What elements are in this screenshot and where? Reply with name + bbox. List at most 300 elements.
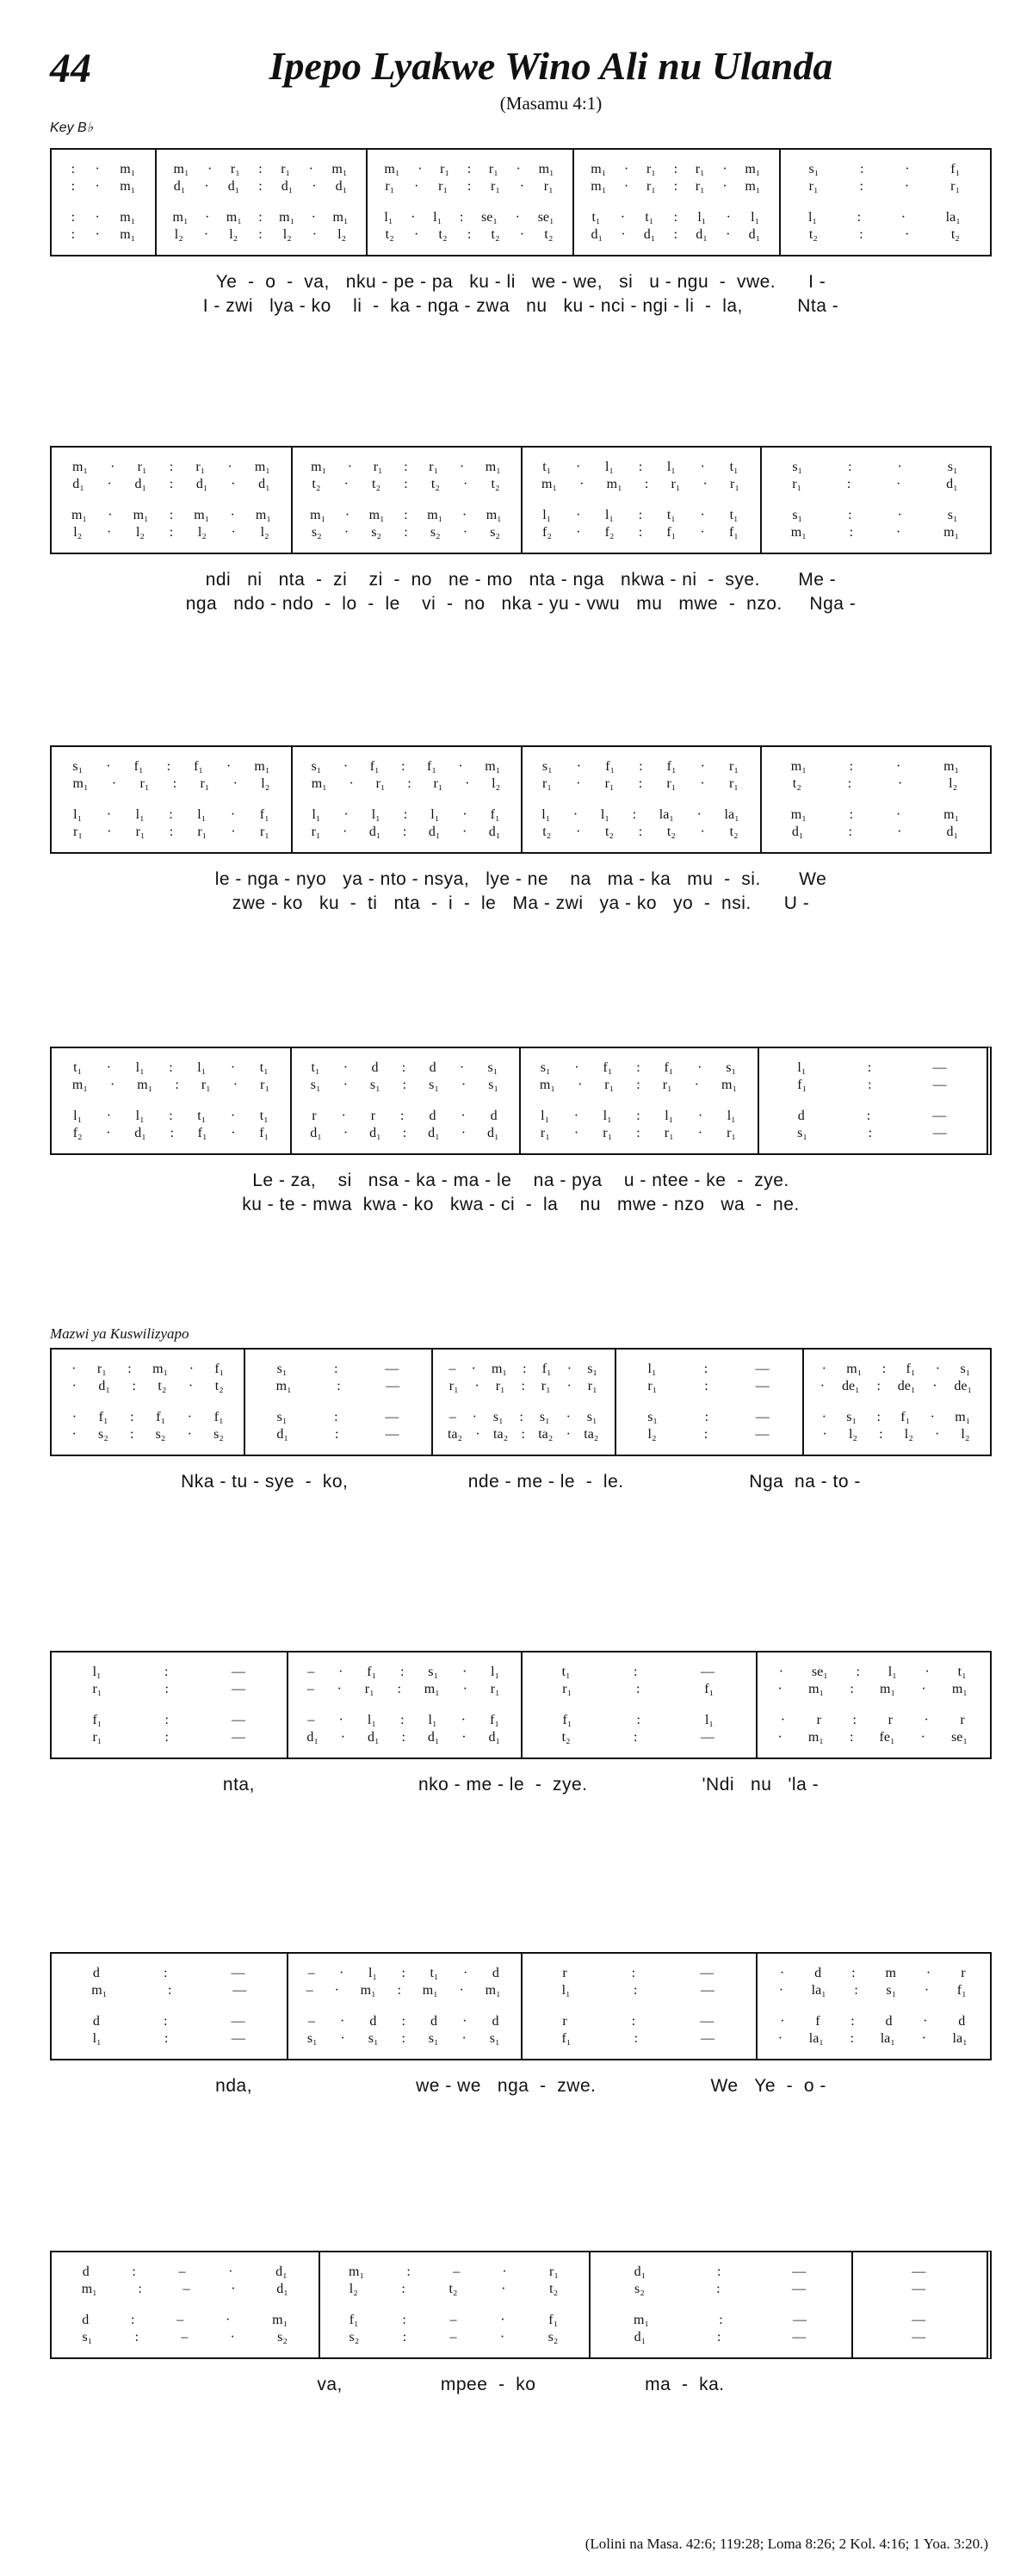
solfa-note: – [182,2282,190,2296]
solfa-note: r₁ [646,179,656,194]
voice-line [767,1126,977,1141]
solfa-note: f₁ [562,1713,572,1727]
measure [764,1652,980,1757]
solfa-note: f₁ [194,759,203,774]
voice-line [529,1109,748,1124]
lyric-line: ndi ni nta - zi zi - no ne - mo nta - nga nkwa - ni - sye. Me - [205,570,837,590]
solfa-note: : [703,1362,708,1376]
solfa-note: m₁ [255,508,271,522]
solfa-note: · [230,1109,236,1123]
voice-line [375,162,563,177]
solfa-note: : [402,1126,407,1140]
solfa-note: r₁ [230,162,240,176]
voice-line [61,227,145,243]
voice-line [530,825,751,840]
solfa-note: · [501,2282,506,2296]
solfa-note: m₁ [943,759,960,774]
solfa-note: r₁ [695,179,705,194]
voice-line [253,1427,422,1442]
voice-line [327,2264,579,2280]
solfa-note: : [467,227,472,242]
solfa-note: d₁ [748,227,761,242]
solfa-note: · [572,807,578,822]
solfa-note: : [850,2031,855,2046]
solfa-note: t₂ [729,825,739,839]
solfa-note: : [401,2031,405,2046]
solfa-note: la₁ [811,1983,826,1998]
solfa-note: · [566,1379,572,1393]
solfa-note: s₁ [82,2330,93,2344]
solfa-note: m₁ [71,460,88,474]
solfa-note: · [726,227,731,242]
solfa-note: · [461,1665,467,1679]
solfa-note: s₂ [311,525,322,540]
solfa-note: · [207,162,213,176]
solfa-note: m₁ [846,1362,863,1376]
voice-line [624,1410,793,1425]
solfa-note: · [461,2031,467,2046]
solfa-note: f₁ [956,1983,967,1998]
solfa-note: : [397,1983,401,1998]
solfa-note: s₁ [540,1060,551,1075]
solfa-note: · [108,508,113,522]
solfa-note: f₁ [98,1410,108,1424]
solfa-note: f [815,2014,820,2029]
solfa-note: : [169,525,174,540]
voice-line [530,1966,746,1981]
solfa-note: t₁ [542,460,552,474]
solfa-note: · [231,525,236,540]
solfa-note: r₁ [201,1078,211,1092]
solfa-note: r [562,1966,567,1980]
solfa-note: r₁ [491,179,500,194]
solfa-note: · [340,2014,345,2029]
solfa-note: · [340,1730,346,1745]
solfa-note: : [401,1966,405,1980]
solfa-note: d₁ [428,825,441,839]
solfa-note: : [404,477,408,491]
solfa-note: r₁ [727,1126,736,1140]
measure [61,1048,281,1153]
solfa-note: d₁ [98,1379,110,1393]
voice-line [300,759,511,775]
solfa-note: · [231,1126,236,1140]
score-system [50,148,992,256]
voice-line [61,1427,235,1442]
solfa-note: f₁ [704,1682,714,1696]
solfa-note: : [334,1362,338,1376]
bar-line [287,1954,288,2059]
solfa-note: : [164,1665,169,1679]
voice-line [812,1362,980,1377]
voice-line [598,2330,841,2345]
solfa-note: · [697,1109,703,1123]
solfa-note: · [700,759,705,774]
voice-line [300,825,511,840]
solfa-note: – [448,1362,456,1376]
solfa-note: se₁ [481,210,498,225]
solfa-note: · [900,210,906,225]
solfa-note: · [500,2313,505,2327]
solfa-note: : [401,2282,405,2296]
solfa-note: · [226,2313,231,2327]
solfa-note: de₁ [897,1379,916,1393]
voice-line [770,825,980,840]
solfa-note: : [851,2014,855,2029]
solfa-note: t₂ [214,1379,224,1393]
measure [530,747,751,852]
solfa-note: m₁ [226,210,242,225]
solfa-note: t₂ [438,227,448,242]
voice-line [530,477,751,492]
solfa-note: d [492,1966,499,1980]
solfa-note: l₂ [73,525,83,540]
lyric-line: I - zwi lya - ko li - ka - nga - zwa nu ku - nci - ngi - li - la, Nta - [202,296,839,316]
solfa-note: · [519,227,525,242]
voice-line [61,162,145,177]
voice-line [860,2313,977,2328]
solfa-note: r₁ [139,776,150,791]
solfa-note: s₁ [886,1983,897,1998]
solfa-note: — [385,1362,399,1376]
measure [300,747,511,852]
solfa-note: · [232,776,238,791]
solfa-note: : [169,807,173,822]
solfa-note: : [848,508,852,522]
solfa-note: r₁ [137,460,147,474]
voice-line [770,807,980,823]
solfa-note: · [820,1379,826,1393]
solfa-note: t₂ [666,825,676,839]
solfa-note: : [404,508,408,522]
solfa-note: m₁ [194,508,210,522]
voice-line [61,1379,235,1394]
measure [61,2252,309,2357]
solfa-note: d₁ [591,227,603,242]
solfa-note: l₂ [961,1427,970,1442]
solfa-note: – [178,2264,186,2279]
lyric-line [50,1799,992,1823]
voice-line [61,1966,277,1981]
solfa-note: t₁ [259,1060,269,1075]
solfa-note: d [82,2313,90,2327]
solfa-note: : [521,1427,525,1442]
solfa-note: t₂ [491,477,500,491]
solfa-note: fe₁ [879,1730,895,1745]
solfa-note: · [343,1078,348,1092]
voice-line [764,1713,980,1728]
voice-line [764,1966,980,1981]
solfa-note: — [755,1410,770,1424]
solfa-note: · [107,825,112,839]
solfa-note: : [258,179,263,194]
measure [61,1652,277,1757]
solfa-note: · [566,1410,571,1424]
solfa-note: l₁ [542,508,552,522]
solfa-note: d [82,2264,90,2279]
measure [327,2252,579,2357]
solfa-note: l₁ [604,460,614,474]
solfa-note: : [638,825,643,839]
solfa-note: r₁ [135,825,145,839]
solfa-note: : [401,1060,406,1075]
solfa-note: — [791,2282,806,2296]
solfa-note: m₁ [943,525,960,540]
solfa-note: · [230,2330,235,2344]
solfa-note: t₁ [645,210,654,225]
solfa-note: r₁ [604,776,615,791]
voice-line [860,2264,977,2280]
solfa-note: s₂ [213,1427,224,1442]
solfa-note: l₁ [197,1060,207,1075]
solfa-note: t₂ [549,2282,559,2296]
bar-line [615,1350,616,1455]
solfa-note: t₁ [311,1060,320,1075]
solfa-note: : [854,1983,858,1998]
solfa-note: r₁ [950,179,961,194]
score-system [50,1348,992,1456]
solfa-note: r₁ [200,776,210,791]
solfa-note: · [573,1109,579,1123]
solfa-note: · [462,1966,468,1980]
voice-line [624,1379,793,1394]
solfa-note: · [697,1060,702,1075]
solfa-note: : [857,210,862,225]
solfa-note: d [371,1060,379,1075]
solfa-note: · [231,2282,236,2296]
voice-line [61,1665,277,1680]
lyric-line: nda, we - we nga - zwe. We Ye - o - [215,2076,826,2096]
solfa-note: · [519,179,524,194]
solfa-note: r₁ [666,776,677,791]
solfa-note: · [499,2330,505,2344]
bar-line [760,448,762,553]
solfa-note: t₁ [430,1966,439,1980]
solfa-note: ta₂ [493,1427,509,1442]
solfa-note: · [471,1362,476,1376]
voice-line [295,1730,511,1745]
voice-line [764,2014,980,2029]
voice-line [61,1078,281,1093]
solfa-note: l₂ [337,227,347,242]
solfa-note: : [881,1362,887,1376]
solfa-note: · [231,477,236,491]
solfa-note: r₁ [260,1078,270,1092]
solfa-note: f₁ [427,759,436,774]
solfa-note: r₁ [281,162,291,176]
voice-line [61,477,281,492]
voice-line [295,1713,511,1728]
solfa-note: d₁ [173,179,186,194]
solfa-note: · [895,759,901,774]
solfa-note: : [866,1109,871,1123]
voice-line [164,210,356,225]
voice-line [61,776,281,792]
solfa-note: — [232,1713,246,1727]
solfa-note: la₁ [945,210,961,225]
voice-line [598,2282,841,2297]
solfa-note: · [621,227,626,242]
solfa-note: · [502,2264,507,2279]
score-system [50,2251,992,2359]
solfa-note: : [401,2014,405,2029]
solfa-note: · [413,227,419,242]
voice-line [530,1983,746,1998]
solfa-note: m₁ [491,1362,508,1376]
solfa-note: · [232,1078,238,1092]
voice-line [764,1665,980,1680]
solfa-note: t₂ [312,477,321,491]
voice-line [61,1126,281,1141]
solfa-note: m₁ [72,776,89,791]
solfa-note: m₁ [120,179,136,194]
solfa-note: · [461,825,467,839]
bar-line [244,1350,245,1455]
solfa-note: l₂ [260,525,269,540]
voice-line [61,1730,277,1745]
voice-line [300,477,511,492]
solfa-note: m₁ [368,508,385,522]
solfa-note: ta₂ [447,1427,463,1442]
solfa-note: d₁ [195,477,208,491]
solfa-note: · [694,1078,699,1092]
voice-line [295,2014,511,2029]
solfa-note: m₁ [384,162,400,176]
solfa-note: : [169,825,174,839]
solfa-note: : [169,1060,173,1075]
voice-line [164,179,356,195]
voice-line [300,807,511,823]
solfa-note: — [755,1427,770,1442]
lyrics-block [50,570,992,618]
solfa-note: · [462,1682,467,1696]
solfa-note: f₁ [490,1713,499,1727]
bar-line [431,1350,433,1455]
solfa-note: d [429,1060,436,1075]
solfa-note: d [797,1109,805,1123]
solfa-note: : [638,525,643,540]
solfa-note: · [106,1126,111,1140]
solfa-note: · [227,460,232,474]
solfa-note: m₁ [955,1410,971,1424]
solfa-note: : [519,1410,523,1424]
voice-line [61,1410,235,1425]
solfa-note: – [307,1665,315,1679]
voice-line [61,508,281,523]
solfa-note: f₁ [259,1126,269,1140]
solfa-note: m₁ [745,162,761,176]
solfa-note: : [169,508,174,522]
solfa-note: · [311,210,316,225]
solfa-note: : [634,1665,638,1679]
solfa-note: · [623,162,629,176]
solfa-note: — [932,1109,947,1123]
solfa-note: m₁ [485,460,501,474]
solfa-note: : [467,162,472,176]
voice-line [770,525,980,541]
solfa-note: s₁ [846,1410,857,1424]
solfa-note: · [722,162,727,176]
solfa-note: f₁ [156,1410,166,1424]
bar-line [521,1954,523,2059]
solfa-note: · [576,525,581,540]
solfa-note: : [850,1682,854,1696]
measure [789,150,980,255]
solfa-note: : [852,1713,857,1727]
solfa-note: d [814,1966,822,1980]
solfa-note: d₁ [369,1126,381,1140]
solfa-note: · [924,1713,929,1727]
solfa-note: m₁ [120,162,136,176]
solfa-note: : [634,1983,638,1998]
solfa-note: : [403,807,408,822]
voice-line [253,1379,422,1394]
solfa-note: t₂ [808,227,818,242]
solfa-note: · [461,1109,466,1123]
solfa-note: l₂ [949,776,958,791]
solfa-note: — [386,1379,400,1393]
solfa-note: · [895,807,901,822]
solfa-note: f₁ [664,1060,674,1075]
solfa-note: s₁ [306,2031,318,2046]
voice-line [61,2031,277,2047]
bar-line [519,1048,521,1153]
solfa-note: · [343,525,349,540]
voice-line [61,759,281,775]
solfa-note: · [904,179,910,194]
bar-line [291,448,293,553]
voice-line [300,525,511,541]
solfa-note: la₁ [724,807,739,822]
voice-line [789,179,980,195]
solfa-note: · [462,477,468,491]
solfa-note: m₁ [311,776,327,791]
solfa-note: s₂ [155,1427,166,1442]
solfa-note: d [430,2014,438,2029]
solfa-note: t₁ [73,1060,83,1075]
solfa-note: d₁ [335,179,348,194]
solfa-note: – [449,2313,457,2327]
solfa-note: r₁ [541,1379,551,1393]
solfa-note: : [879,1427,883,1442]
bar-line [572,150,574,255]
solfa-note: · [576,776,581,791]
solfa-note: s₂ [634,2282,645,2296]
voice-line [61,460,281,475]
solfa-note: l₁ [666,460,676,474]
lyrics-block [50,869,992,917]
solfa-note: : [848,460,852,474]
voice-line [441,1427,605,1442]
solfa-note: r₁ [549,2264,559,2279]
voice-line [300,1060,510,1076]
measure [61,150,145,255]
solfa-note: m₁ [81,2282,97,2296]
solfa-note: — [232,1682,246,1696]
solfa-note: l₁ [697,210,707,225]
lyrics-block [50,1171,992,1219]
voice-line [61,1109,281,1124]
solfa-note: · [897,508,902,522]
hymn-title: Ipepo Lyakwe Wino Ali nu Ulanda [269,44,833,88]
solfa-note: : [172,776,177,791]
solfa-note: t₁ [561,1665,571,1679]
solfa-note: · [575,825,581,839]
scripture-subtitle: (Masamu 4:1) [499,93,603,114]
solfa-note: · [932,1379,937,1393]
solfa-note: r₁ [490,1682,500,1696]
measure [61,448,281,553]
